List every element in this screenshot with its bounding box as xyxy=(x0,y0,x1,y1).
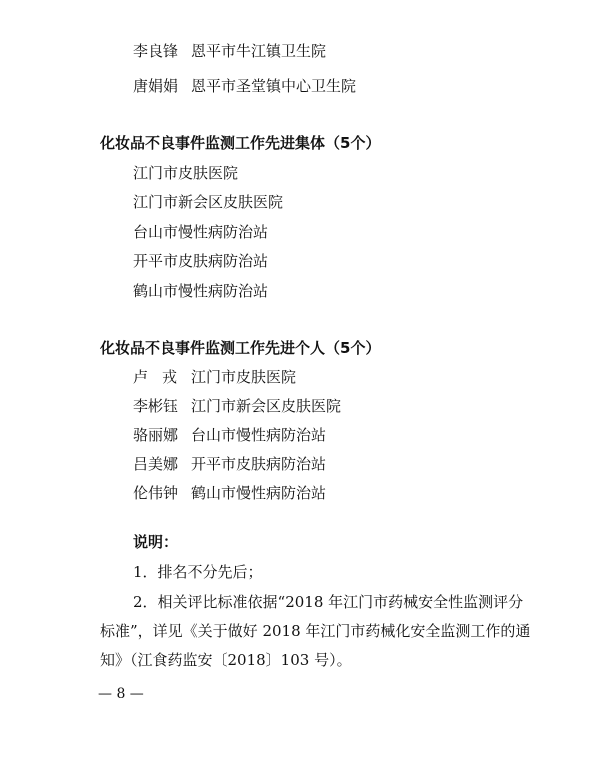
collective-section-heading: 化妆品不良事件监测工作先进集体（5个） xyxy=(100,134,381,152)
individual-entry-3 xyxy=(133,425,326,445)
person-name: 伦伟钟 xyxy=(133,484,179,502)
note-item-1: 1．排名不分先后； xyxy=(133,563,263,581)
organization-name: 恩平市圣堂镇中心卫生院 xyxy=(191,77,357,95)
collective-item-2: 江门市新会区皮肤医院 xyxy=(133,193,284,211)
individual-section-heading: 化妆品不良事件监测工作先进个人（5个） xyxy=(100,339,381,357)
note-item-2-line-1: 2．相关评比标准依据“2018 年江门市药械安全性监测评分 xyxy=(133,593,524,611)
collective-item-3: 台山市慢性病防治站 xyxy=(133,223,269,241)
top-entry-2 xyxy=(133,76,356,96)
person-name: 骆丽娜 xyxy=(133,426,179,444)
note-item-2-line-2: 标准”，详见《关于做好 2018 年江门市药械化安全监测工作的通 xyxy=(100,622,531,640)
person-name: 吕美娜 xyxy=(133,455,179,473)
top-entry-1 xyxy=(133,41,326,61)
person-name: 唐娟娟 xyxy=(133,77,179,95)
individual-entry-1 xyxy=(133,367,296,387)
individual-entry-5 xyxy=(133,483,326,503)
individual-entry-2 xyxy=(133,396,341,416)
organization-name: 开平市皮肤病防治站 xyxy=(191,455,327,473)
collective-item-5: 鹤山市慢性病防治站 xyxy=(133,282,269,300)
person-name: 李良锋 xyxy=(133,42,179,60)
individual-entry-4 xyxy=(133,454,326,474)
organization-name: 台山市慢性病防治站 xyxy=(191,426,327,444)
notes-title: 说明： xyxy=(133,533,179,551)
collective-item-1: 江门市皮肤医院 xyxy=(133,164,239,182)
organization-name: 恩平市牛江镇卫生院 xyxy=(191,42,327,60)
organization-name: 江门市新会区皮肤医院 xyxy=(191,397,342,415)
person-name: 李彬钰 xyxy=(133,397,179,415)
organization-name: 江门市皮肤医院 xyxy=(191,368,297,386)
organization-name: 鹤山市慢性病防治站 xyxy=(191,484,327,502)
page-number: — 8 — xyxy=(98,686,144,702)
note-item-2-line-3: 知》（江食药监安〔2018〕103 号）。 xyxy=(100,651,352,669)
person-name: 卢戎 xyxy=(133,368,192,386)
collective-item-4: 开平市皮肤病防治站 xyxy=(133,252,269,270)
